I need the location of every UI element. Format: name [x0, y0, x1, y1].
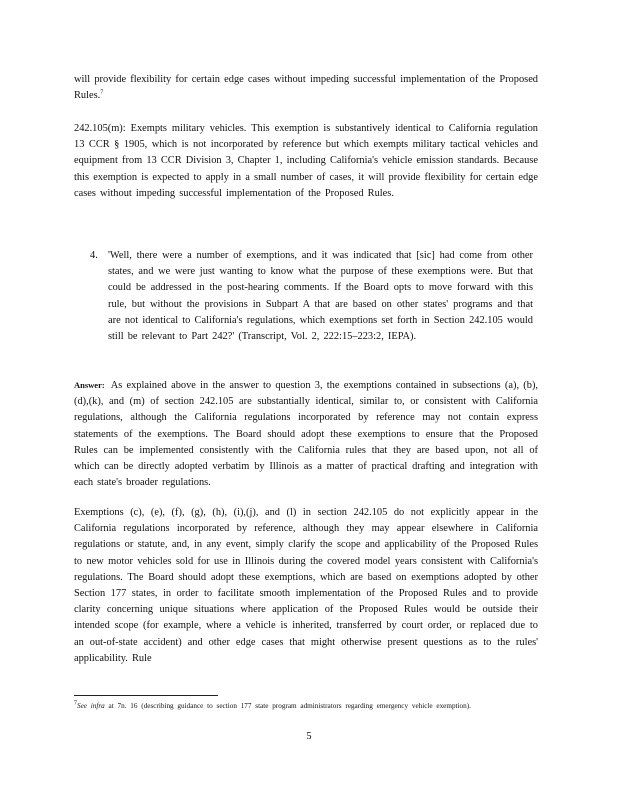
answer-paragraph: [74, 377, 538, 491]
question-number: 4.: [90, 250, 98, 261]
paragraph-exemptions-other: Exemptions (c), (e), (f), (g), (h), (i),(j), and (l) in section 242.105 do not explicitly appear in the California regulations incorporated by reference, although they may appear elsewhere in California regulations or statute, and, in any event, simply clarify the scope and applicability of the Proposed Rules to new motor vehicles sold for use in Illinois during the covered model years consistent with California's regulations. The Board should adopt these exemptions, which are based on exemptions adopted by other Section 177 states, in order to facilitate smooth implementation of the Proposed Rules and to provide clarity concerning unique situations where application of the Proposed Rules would be outside their intended scope (for example, where a vehicle is inherited, transferred by court order, or replaced due to an out-of-state accident) and other edge cases that might otherwise present questions as to the rules' applicability. Rule: [74, 507, 538, 664]
footnote-divider: [74, 695, 218, 696]
answer-text: As explained above in the answer to question 3, the exemptions contained in subsections (a), (b), (d),(k), and (m) of section 242.105 are substantially identical, similar to, or consistent with California regulations, although the California regulations incorporated by reference may not contain express statements of the exemptions. The Board should adopt these exemptions to ensure that the Proposed Rules can be implemented consistently with the California rules that they are based upon, not all of which can be directly adopted verbatim by Illinois as a matter of practical drafting and integration with each state's broader regulations.: [74, 380, 538, 489]
footnote: [74, 701, 528, 712]
question-quote: 'Well, there were a number of exemptions, and it was indicated that [sic] had come from other states, and we were just wanting to know what the purpose of these exemptions were. But that could be addressed in the post-hearing comments. If the Board opts to move forward with this rule, but without the provisions in Subpart A that are based on other states' programs and that are not identical to California's regulations, which exemptions set forth in Section 242.105 would still be relevant to Part 242?' (Transcript, Vol. 2, 222:15–223:2, IEPA).: [108, 250, 533, 343]
answer-label: Answer:: [74, 380, 105, 390]
paragraph-exemption-military: 242.105(m): Exempts military vehicles. This exemption is substantively identical to California regulation 13 CCR § 1905, which is not incorporated by reference but which exempts military tactical vehicles and equipment from 13 CCR Division 3, Chapter 1, including California's vehicle emission standards. Because this exemption is expected to apply in a small number of cases, it will provide flexibility for certain edge cases without impeding successful implementation of the Proposed Rules.: [74, 123, 538, 199]
paragraph-text: will provide flexibility for certain edge cases without impeding successful implementation of the Proposed Rules.: [74, 74, 538, 102]
page-number: 5: [306, 731, 312, 742]
footnote-reference[interactable]: 7: [100, 89, 104, 96]
footnote-see-infra: See infra: [77, 702, 105, 710]
footnote-text: at 7n. 16 (describing guidance to section 177 state program administrators regarding emergency vehicle exemption).: [108, 702, 471, 710]
footnote-marker: 7: [74, 700, 77, 707]
paragraph-continuation: [74, 72, 538, 104]
